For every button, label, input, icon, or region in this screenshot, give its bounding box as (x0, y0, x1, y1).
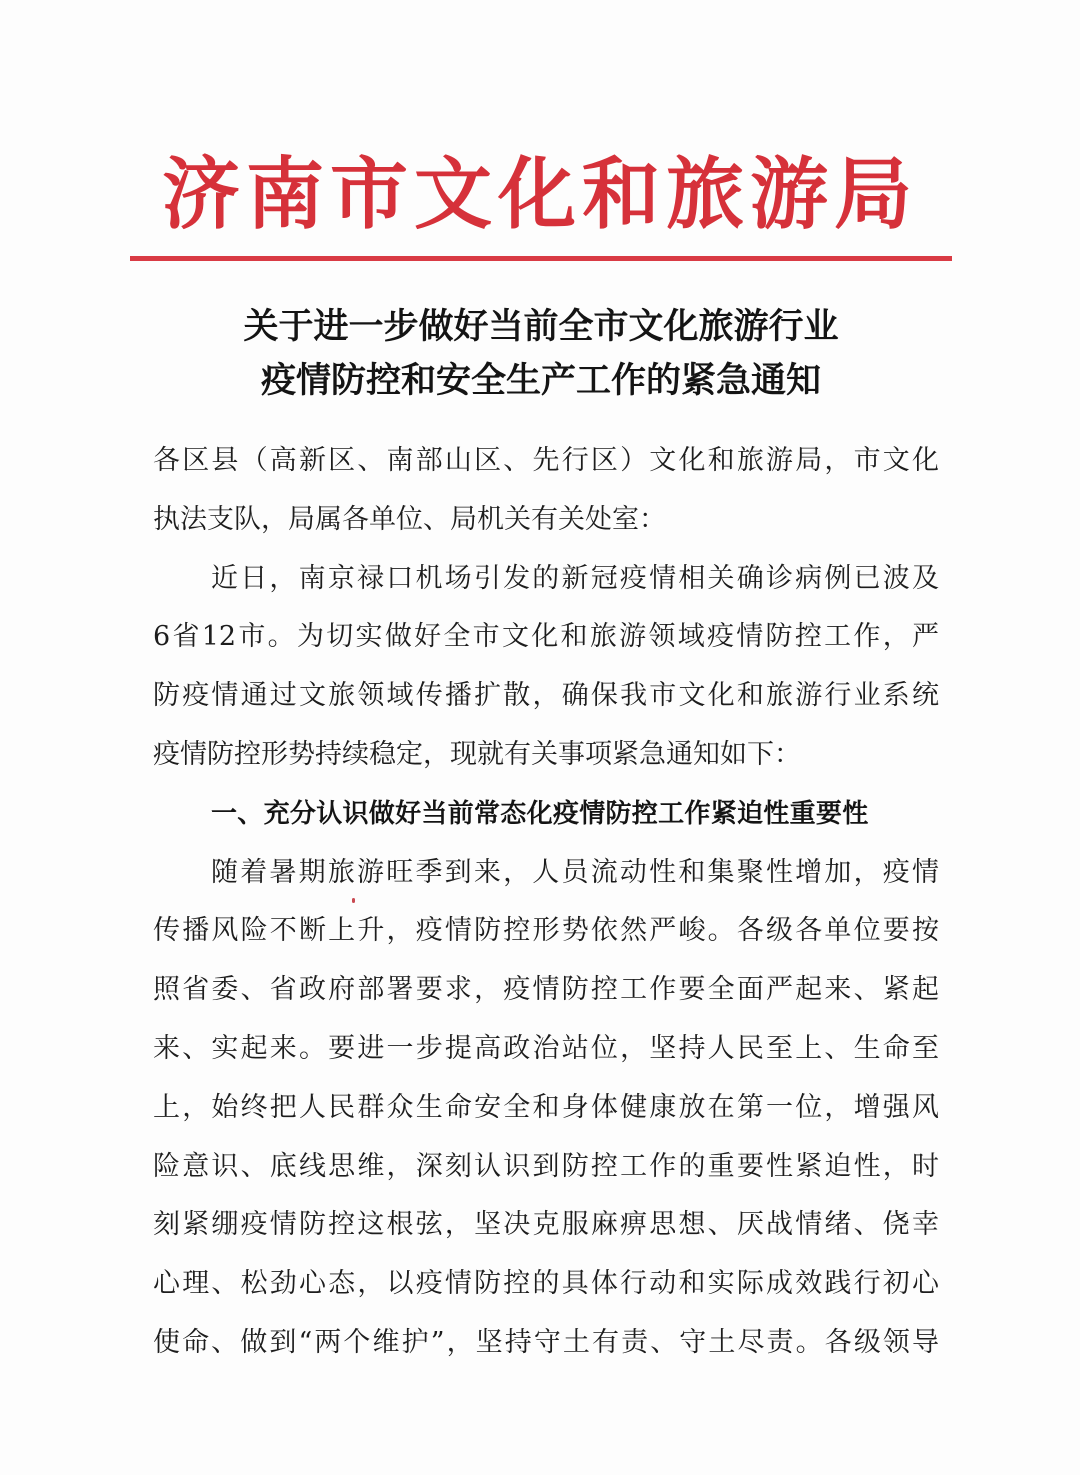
document-title-line-2: 疫情防控和安全生产工作的紧急通知 (260, 361, 821, 401)
document-title (130, 300, 952, 408)
paragraph-1-line-3: 防疫情通过文旅领域传播扩散，确保我市文化和旅游行业系统 (153, 680, 939, 712)
paragraph-2-line-8: 心理、松劲心态，以疫情防控的具体行动和实际成效践行初心 (153, 1268, 939, 1300)
paragraph-2-line-7: 刻紧绷疫情防控这根弦，坚决克服麻痹思想、厌战情绪、侥幸 (153, 1209, 939, 1241)
paragraph-1-line-1: 近日，南京禄口机场引发的新冠疫情相关确诊病例已波及 (211, 562, 939, 594)
salutation-line-1: 各区县（高新区、南部山区、先行区）文化和旅游局，市文化 (153, 445, 939, 476)
paragraph-2-line-4: 来、实起来。要进一步提高政治站位，坚持人民至上、生命至 (153, 1032, 939, 1064)
paragraph-2-line-3: 照省委、省政府部署要求，疫情防控工作要全面严起来、紧起 (153, 974, 939, 1006)
paragraph-2-line-5: 上，始终把人民群众生命安全和身体健康放在第一位，增强风 (153, 1091, 939, 1123)
paragraph-2-line-6: 险意识、底线思维，深刻认识到防控工作的重要性紧迫性，时 (153, 1150, 939, 1182)
letterhead-red-rule (130, 256, 952, 261)
section-heading-1: 一、充分认识做好当前常态化疫情防控工作紧迫性重要性 (211, 798, 869, 829)
red-ink-speck (352, 898, 355, 903)
document-title-line-1: 关于进一步做好当前全市文化旅游行业 (243, 307, 839, 347)
salutation-line-2: 执法支队，局属各单位、局机关有关处室： (153, 503, 666, 535)
paragraph-1-line-2: 6省12市。为切实做好全市文化和旅游领域疫情防控工作，严 (153, 621, 939, 653)
paragraph-2-line-9: 使命、做到“两个维护”，坚持守土有责、守土尽责。各级领导 (153, 1326, 939, 1358)
paragraph-1-line-4: 疫情防控形势持续稳定，现就有关事项紧急通知如下： (153, 738, 801, 770)
paragraph-2-line-2: 传播风险不断上升，疫情防控形势依然严峻。各级各单位要按 (153, 915, 939, 947)
paragraph-2-line-1: 随着暑期旅游旺季到来，人员流动性和集聚性增加，疫情 (211, 856, 939, 888)
document-body (153, 432, 939, 1373)
letterhead-title: 济南市文化和旅游局 (161, 149, 918, 240)
